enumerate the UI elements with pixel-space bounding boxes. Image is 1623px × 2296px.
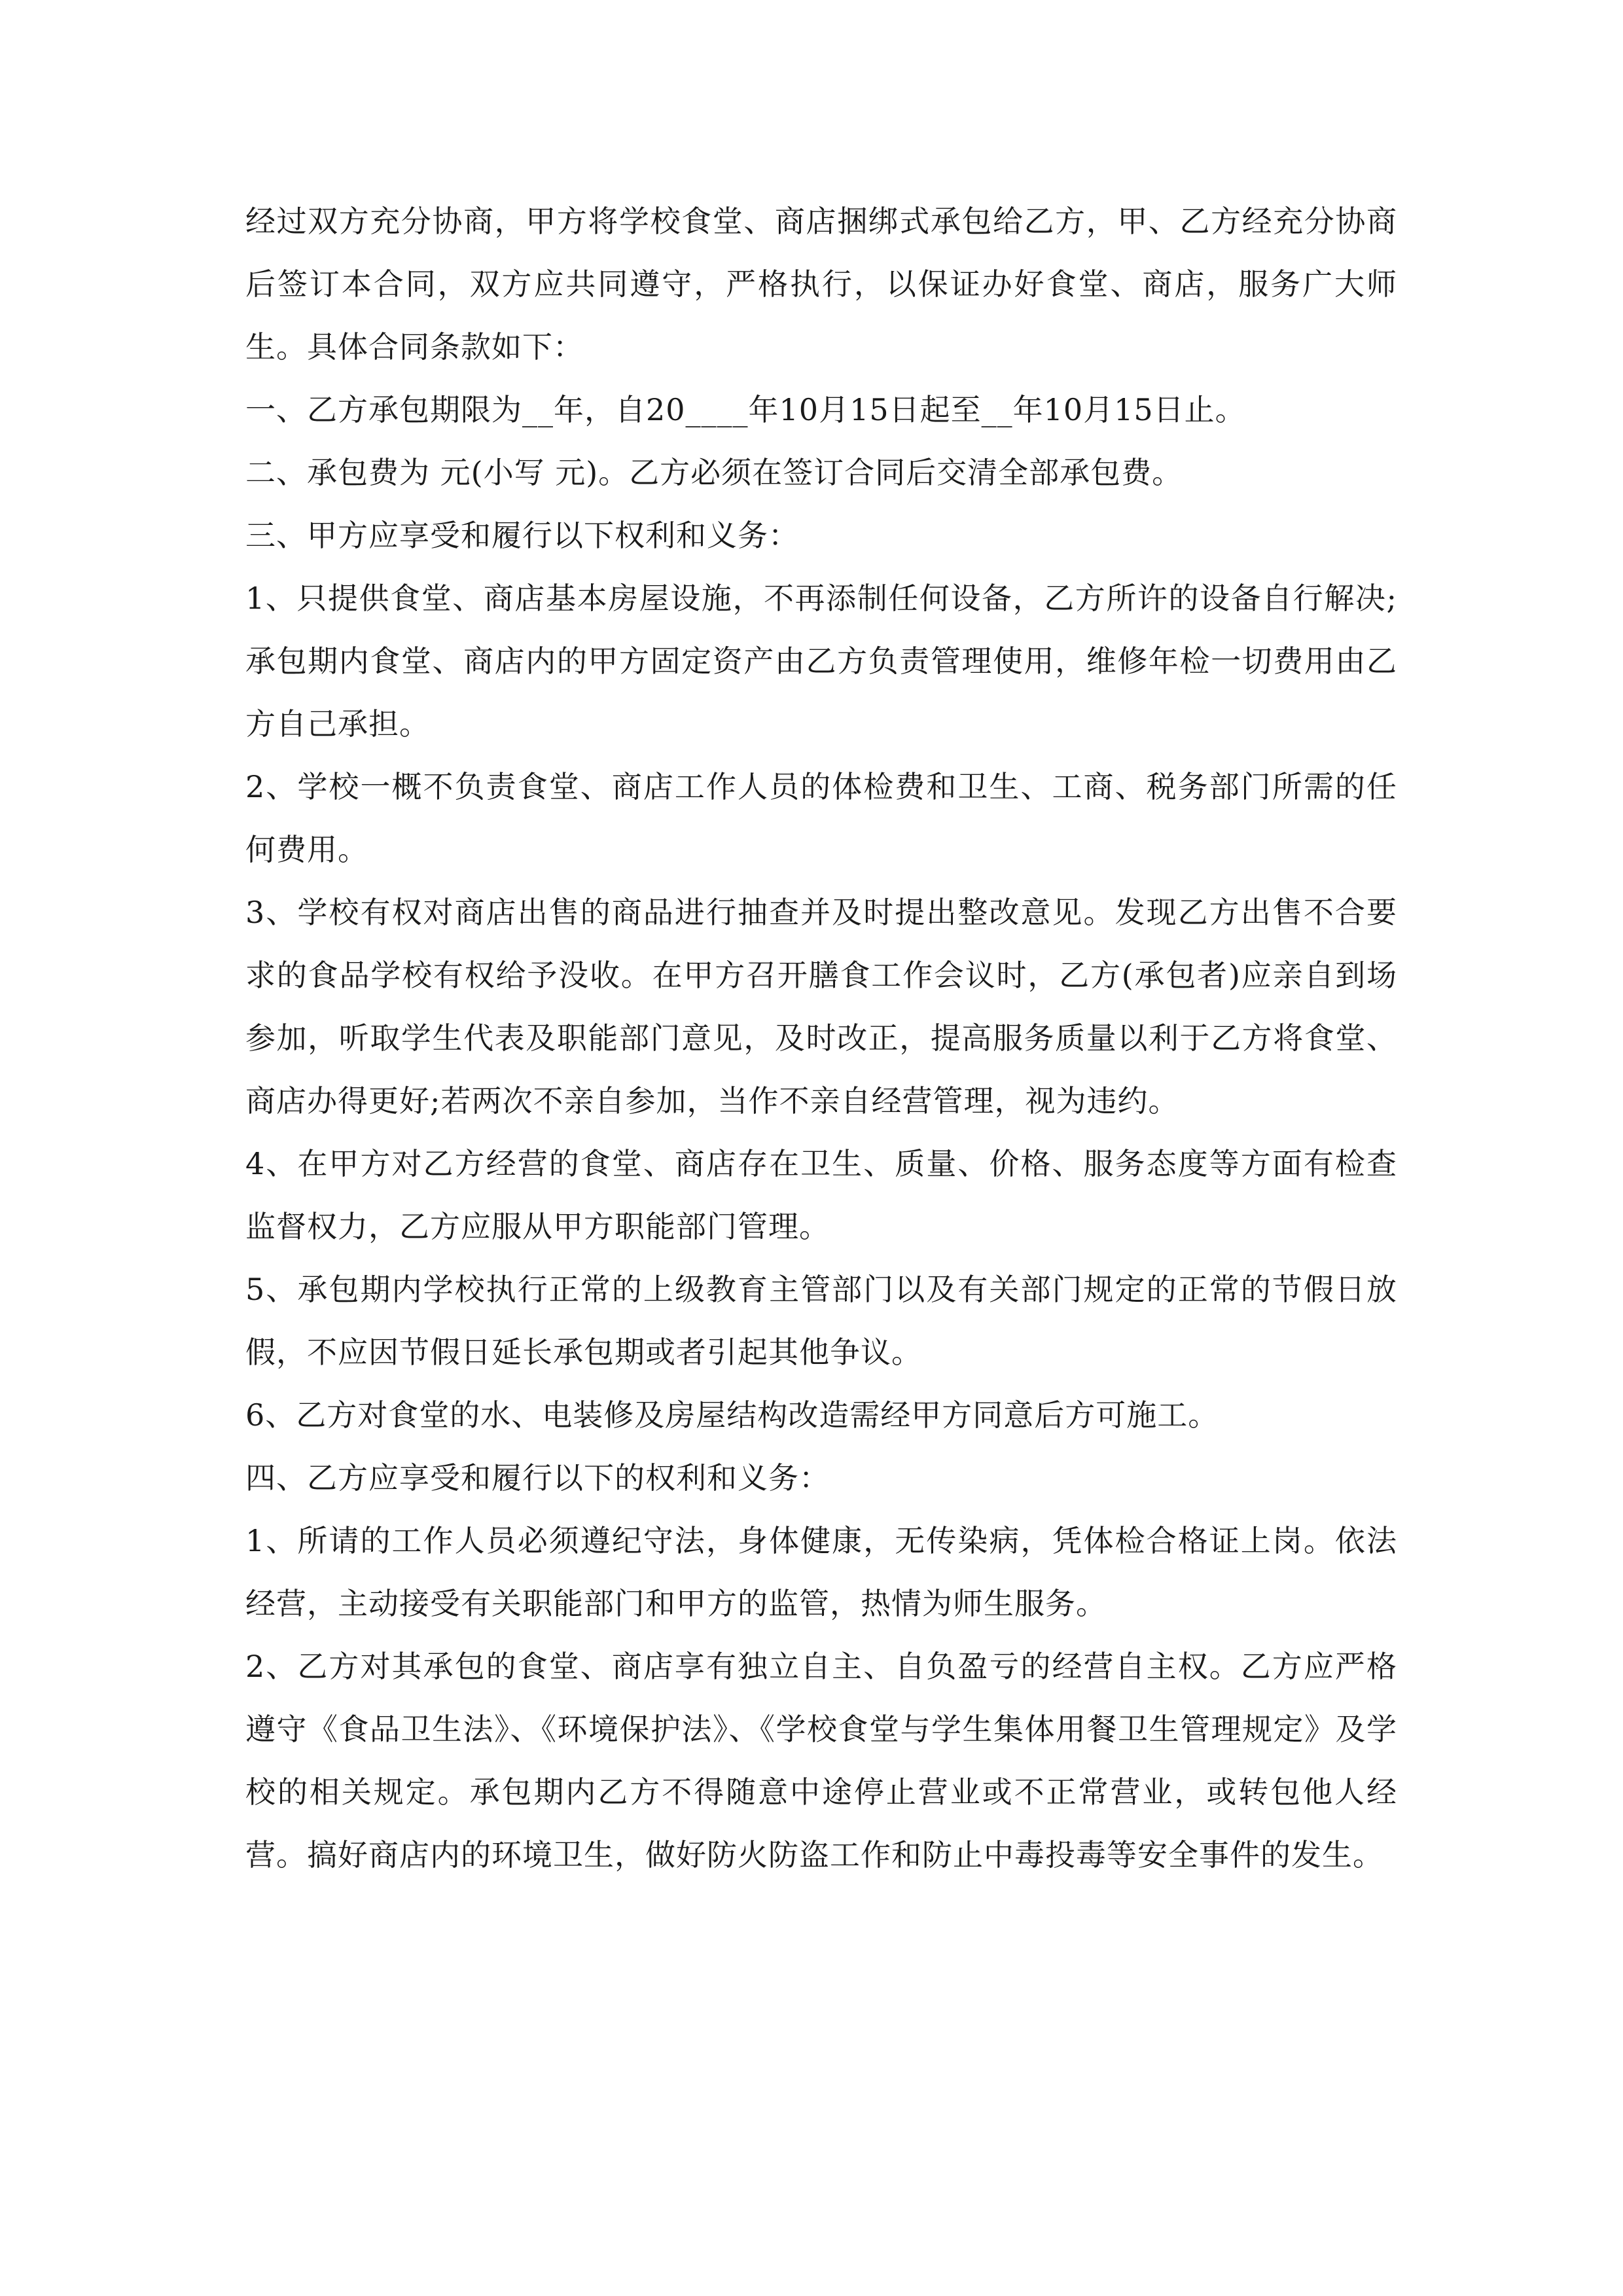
paragraph-intro: 经过双方充分协商，甲方将学校食堂、商店捆绑式承包给乙方，甲、乙方经充分协商后签订本合同，双方应共同遵守，严格执行，以保证办好食堂、商店，服务广大师生。具体合同条款如下： xyxy=(245,204,1397,365)
paragraph-clause-3-item-6: 6、乙方对食堂的水、电装修及房屋结构改造需经甲方同意后方可施工。 xyxy=(245,1397,1219,1433)
paragraph-clause-3-item-4: 4、在甲方对乙方经营的食堂、商店存在卫生、质量、价格、服务态度等方面有检查监督权力，乙方应服从甲方职能部门管理。 xyxy=(245,1146,1397,1244)
paragraph-clause-3-heading: 三、甲方应享受和履行以下权利和义务： xyxy=(245,518,799,553)
paragraph-clause-3-item-1: 1、只提供食堂、商店基本房屋设施，不再添制任何设备，乙方所许的设备自行解决;承包期内食堂、商店内的甲方固定资产由乙方负责管理使用，维修年检一切费用由乙方自己承担。 xyxy=(245,581,1397,742)
paragraph-clause-1-term: 一、乙方承包期限为__年，自20____年10月15日起至__年10月15日止。 xyxy=(245,392,1246,427)
contract-body xyxy=(245,190,1397,1886)
paragraph-clause-4-item-1: 1、所请的工作人员必须遵纪守法，身体健康，无传染病，凭体检合格证上岗。依法经营，主动接受有关职能部门和甲方的监管，热情为师生服务。 xyxy=(245,1523,1397,1621)
paragraph-clause-4-heading: 四、乙方应享受和履行以下的权利和义务： xyxy=(245,1460,830,1496)
paragraph-clause-2-fee: 二、承包费为 元(小写 元)。乙方必须在签订合同后交清全部承包费。 xyxy=(245,455,1183,490)
paragraph-clause-3-item-3: 3、学校有权对商店出售的商品进行抽查并及时提出整改意见。发现乙方出售不合要求的食品学校有权给予没收。在甲方召开膳食工作会议时，乙方(承包者)应亲自到场参加，听取学生代表及职能部门意见，及时改正，提高服务质量以利于乙方将食堂、商店办得更好;若两次不亲自参加，当作不亲自经营管理，视为违约。 xyxy=(245,895,1397,1119)
paragraph-clause-4-item-2: 2、乙方对其承包的食堂、商店享有独立自主、自负盈亏的经营自主权。乙方应严格遵守《食品卫生法》、《环境保护法》、《学校食堂与学生集体用餐卫生管理规定》及学校的相关规定。承包期内乙方不得随意中途停止营业或不正常营业，或转包他人经营。搞好商店内的环境卫生，做好防火防盗工作和防止中毒投毒等安全事件的发生。 xyxy=(245,1649,1397,1873)
paragraph-clause-3-item-2: 2、学校一概不负责食堂、商店工作人员的体检费和卫生、工商、税务部门所需的任何费用。 xyxy=(245,769,1397,867)
paragraph-clause-3-item-5: 5、承包期内学校执行正常的上级教育主管部门以及有关部门规定的正常的节假日放假，不应因节假日延长承包期或者引起其他争议。 xyxy=(245,1272,1397,1370)
